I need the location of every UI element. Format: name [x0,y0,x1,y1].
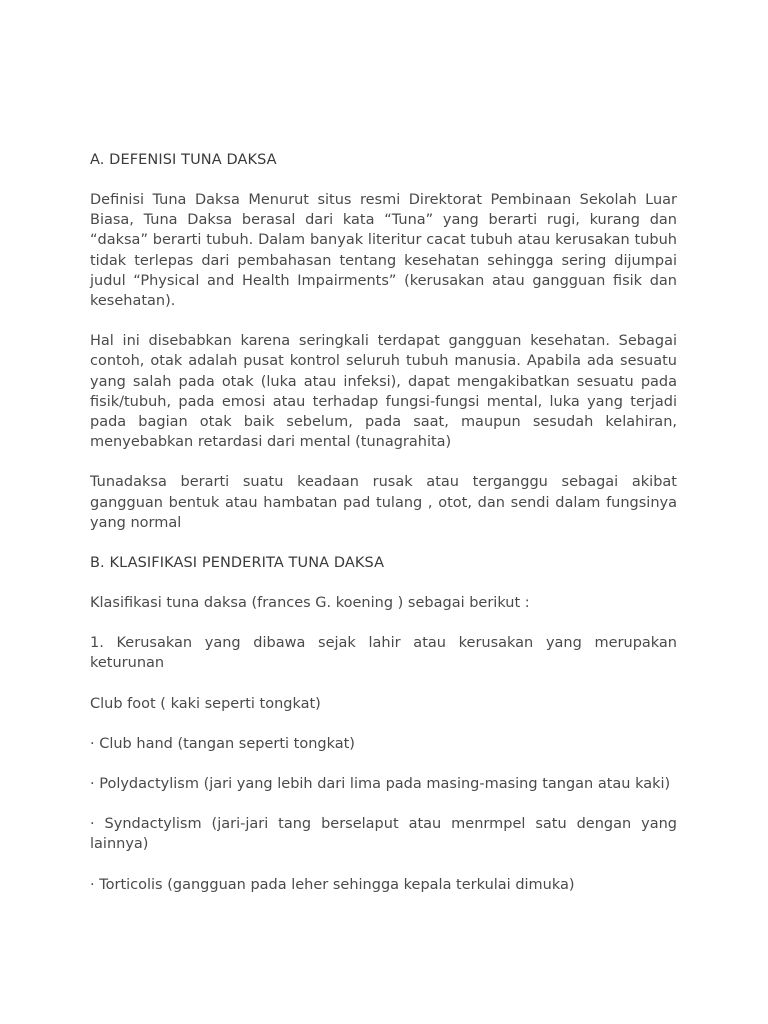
section-a-paragraph-3: Tunadaksa berarti suatu keadaan rusak atau terganggu sebagai akibat gangguan bentuk atau hambatan pad tulang , otot, dan sendi dalam fungsinya yang normal [90,474,677,531]
list-item: · Syndactylism (jari-jari tang berselaput atau menrmpel satu dengan yang lainnya) [90,816,677,853]
section-a-paragraph-1: Definisi Tuna Daksa Menurut situs resmi Direktorat Pembinaan Sekolah Luar Biasa, Tuna Daksa berasal dari kata “Tuna” yang berarti rugi, kurang dan “daksa” berarti tubuh. Dalam banyak literitur cacat tubuh atau kerusakan tubuh tidak terlepas dari pembahasan tentang kesehatan sehingga sering dijumpai judul “Physical and Health Impairments” (kerusakan atau gangguan fisik dan kesehatan). [90,192,677,310]
section-b-heading: B. KLASIFIKASI PENDERITA TUNA DAKSA [90,555,385,572]
document-page [90,150,677,915]
section-a-paragraph-2: Hal ini disebabkan karena seringkali terdapat gangguan kesehatan. Sebagai contoh, otak adalah pusat kontrol seluruh tubuh manusia. Apabila ada sesuatu yang salah pada otak (luka atau infeksi), dapat mengakibatkan sesuatu pada fisik/tubuh, pada emosi atau terhadap fungsi-fungsi mental, luka yang terjadi pada bagian otak baik sebelum, pada saat, maupun sesudah kelahiran, menyebabkan retardasi dari mental (tunagrahita) [90,333,677,451]
section-b-intro: Klasifikasi tuna daksa (frances G. koening ) sebagai berikut : [90,595,530,612]
list-item: Club foot ( kaki seperti tongkat) [90,695,321,712]
list-item: · Club hand (tangan seperti tongkat) [90,735,355,752]
list-item: · Polydactylism (jari yang lebih dari lima pada masing-masing tangan atau kaki) [90,776,671,793]
list-item: · Torticolis (gangguan pada leher sehingga kepala terkulai dimuka) [90,876,575,893]
section-b-item-1: 1. Kerusakan yang dibawa sejak lahir atau kerusakan yang merupakan keturunan [90,635,677,672]
section-a-heading: A. DEFENISI TUNA DAKSA [90,152,277,168]
